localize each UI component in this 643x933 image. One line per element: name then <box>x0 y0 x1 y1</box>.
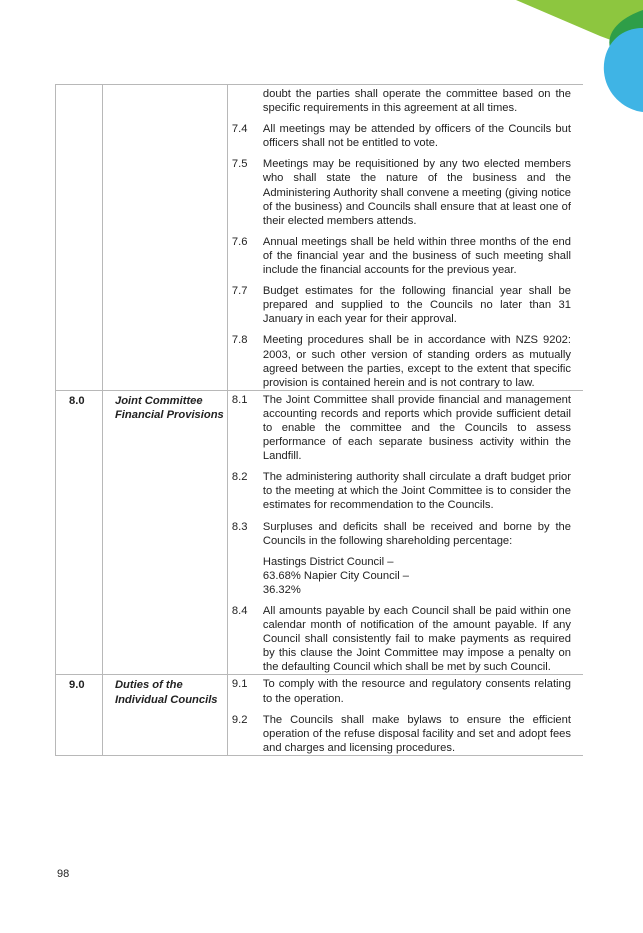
section-body <box>227 390 583 675</box>
table-row <box>56 390 584 675</box>
clause-number: 9.1 <box>231 678 248 691</box>
section-number: 9.0 <box>56 675 103 755</box>
clause-number: 9.2 <box>231 713 248 726</box>
clause <box>228 604 571 674</box>
section-title: Joint Committee Financial Provisions <box>102 390 227 675</box>
clause-number: 8.4 <box>231 605 248 617</box>
continued-text: doubt the parties shall operate the committee based on the specific requirements in this agreement at all times. <box>262 88 571 115</box>
section-number: 8.0 <box>56 390 103 675</box>
table-row <box>56 675 584 755</box>
section-number <box>56 85 103 391</box>
clause-text: Annual meetings shall be held within three months of the end of the financial year and the business of such meeting shall include the financial accounts for the previous year. <box>262 235 571 277</box>
clause-text: Meeting procedures shall be in accordance with NZS 9202: 2003, or such other version of standing orders as mutually agreed between the parties, except to the extent that specific provision is contained herein and is not contrary to law. <box>262 334 571 389</box>
clause-text <box>263 520 571 597</box>
section-body <box>227 675 583 755</box>
clause-text: To comply with the resource and regulatory consents relating to the operation. <box>262 678 571 705</box>
clause-text: All meetings may be attended by officers of the Councils but officers shall not be entitled to vote. <box>262 123 571 150</box>
clause-text: Meetings may be requisitioned by any two elected members who shall state the nature of the business and the Administering Authority shall convene a meeting (giving notice of the business) and Councils shall ensure that at least one of their elected members attends. <box>262 158 571 227</box>
agreement-table <box>55 84 583 756</box>
clause-number: 8.2 <box>231 471 248 484</box>
clause <box>228 122 571 150</box>
clause-paragraph: Surpluses and deficits shall be received and borne by the Councils in the following shareholding percentage: <box>262 520 571 547</box>
section-title: Duties of the Individual Councils <box>102 675 227 755</box>
clause-number: 7.7 <box>231 285 248 298</box>
table-row <box>56 85 584 391</box>
clause-number: 8.3 <box>231 520 248 533</box>
clause-number: 7.4 <box>231 123 248 136</box>
shareholding-text: Hastings District Council – 63.68% Napier City Council – 36.32% <box>262 555 410 596</box>
section-title <box>102 85 227 391</box>
page-number: 98 <box>57 868 70 880</box>
clause-text: The Joint Committee shall provide financial and management accounting records and reports which provide sufficient detail to enable the committee and the Councils to assess performance of each separate business activity within the Landfill. <box>262 393 571 463</box>
section-body <box>227 85 583 391</box>
clause-text: All amounts payable by each Council shall be paid within one calendar month of notification of the amount payable. If any Council shall consistently fail to make payments as required by this clause the Joint Committee may impose a penalty on the defaulting Council which shall be met by such Council. <box>262 605 571 674</box>
clause <box>228 333 571 389</box>
clause-number: 7.6 <box>231 235 248 248</box>
clause <box>228 470 571 512</box>
clause <box>228 713 571 755</box>
clause-text: Budget estimates for the following financial year shall be prepared and supplied to the Councils no later than 31 January in each year for their approval. <box>262 285 571 326</box>
clause <box>228 235 571 277</box>
clause <box>228 520 571 597</box>
clause <box>228 157 571 227</box>
clause-text: The Councils shall make bylaws to ensure the efficient operation of the refuse disposal facility and set and adopt fees and charges and licensing procedures. <box>262 713 571 754</box>
clause-text: The administering authority shall circulate a draft budget prior to the meeting at which the Joint Committee is to consider the estimates for recommendation to the Councils. <box>262 471 571 512</box>
clause-number: 7.5 <box>231 158 248 171</box>
clause-number: 8.1 <box>231 393 248 406</box>
clause <box>228 677 571 705</box>
clause-number: 7.8 <box>231 334 248 347</box>
clause <box>228 393 571 463</box>
clause <box>228 284 571 326</box>
